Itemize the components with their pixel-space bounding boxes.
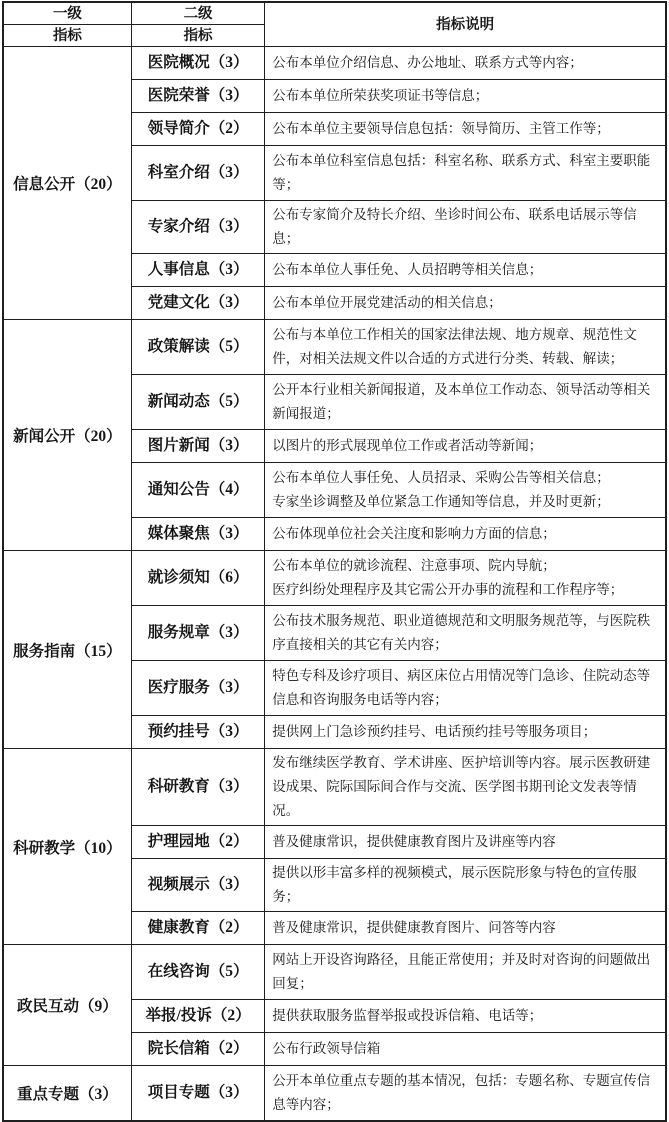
section-name-cell: 信息公开（20） <box>3 47 131 320</box>
indicator-label-cell: 预约挂号（3） <box>131 716 264 749</box>
table-row <box>3 749 666 826</box>
indicator-label-cell: 院长信箱（2） <box>131 1033 264 1066</box>
indicator-label-cell: 图片新闻（3） <box>131 430 264 463</box>
indicator-label-cell: 医院荣誉（3） <box>131 80 264 113</box>
indicator-description-cell <box>265 749 666 826</box>
indicator-description-cell <box>265 430 666 463</box>
indicator-label-cell: 服务规章（3） <box>131 606 264 661</box>
indicator-label-cell: 新闻动态（5） <box>131 375 264 430</box>
indicator-description-line: 公布与本单位工作相关的国家法律法规、地方规章、规范性文件，对相关法规文件以合适的方式进行分类、转载、解读； <box>272 327 637 366</box>
indicator-label-cell: 科室介绍（3） <box>131 146 264 201</box>
header-description: 指标说明 <box>265 2 666 47</box>
indicator-description-line: 特色专科及诊疗项目、病区床位占用情况等门急诊、住院动态等信息和咨询服务电话等内容； <box>272 668 651 707</box>
indicator-description-cell <box>265 113 666 146</box>
section-name-cell: 政民互动（9） <box>3 945 131 1066</box>
indicator-description-line: 公布本单位主要领导信息包括：领导简历、主管工作等； <box>272 121 610 136</box>
indicator-description-cell <box>265 80 666 113</box>
header-level1-line1: 一级 <box>3 2 131 25</box>
indicator-description-line: 公布本单位所荣获奖项证书等信息； <box>272 88 489 103</box>
indicator-description-line: 网站上开设咨询路径，且能正常使用；并及时对咨询的问题做出回复； <box>272 952 651 991</box>
indicator-description-line: 发布继续医学教育、学术讲座、医护培训等内容。展示医教研建设成果、院际国际间合作与交流、医学图书期刊论文发表等情况。 <box>272 755 651 818</box>
indicator-table <box>2 1 667 1122</box>
indicator-description-cell <box>265 551 666 606</box>
indicator-label-cell: 就诊须知（6） <box>131 551 264 606</box>
indicator-description-line: 公布专家简介及特长介绍、坐诊时间公布、联系电话展示等信息； <box>272 207 637 246</box>
indicator-description-line: 提供网上门急诊预约挂号、电话预约挂号等服务项目； <box>272 724 597 739</box>
header-level2-line1: 二级 <box>131 2 264 25</box>
indicator-description-line: 公布行政领导信箱 <box>272 1041 381 1056</box>
indicator-description-cell <box>265 320 666 375</box>
indicator-label-cell: 科研教育（3） <box>131 749 264 826</box>
indicator-label-cell: 人事信息（3） <box>131 254 264 287</box>
table-row <box>3 945 666 1000</box>
table-row <box>3 1066 666 1122</box>
indicator-label-cell: 举报/投诉（2） <box>131 1000 264 1033</box>
indicator-label-cell: 通知公告（4） <box>131 463 264 518</box>
indicator-label-cell: 护理园地（2） <box>131 826 264 859</box>
indicator-description-cell <box>265 518 666 551</box>
indicator-description-line: 公布技术服务规范、职业道德规范和文明服务规范等，与医院秩序直接相关的其它有关内容； <box>272 613 651 652</box>
indicator-description-line: 公开本行业相关新闻报道，及本单位工作动态、领导活动等相关新闻报道； <box>272 382 651 421</box>
indicator-description-cell <box>265 912 666 945</box>
indicator-label-cell: 在线咨询（5） <box>131 945 264 1000</box>
indicator-description-line: 公布体现单位社会关注度和影响力方面的信息； <box>272 526 556 541</box>
indicator-description-cell <box>265 606 666 661</box>
indicator-description-cell <box>265 146 666 201</box>
indicator-label-cell: 视频展示（3） <box>131 859 264 912</box>
indicator-description-line: 普及健康常识，提供健康教育图片及讲座等内容 <box>272 834 556 849</box>
indicator-description-cell <box>265 254 666 287</box>
indicator-description-cell <box>265 661 666 716</box>
indicator-description-cell <box>265 826 666 859</box>
indicator-description-cell <box>265 859 666 912</box>
document-page <box>2 1 667 1122</box>
indicator-description-cell <box>265 201 666 254</box>
table-row <box>3 551 666 606</box>
indicator-description-cell <box>265 1066 666 1122</box>
indicator-description-line: 医疗纠纷处理程序及其它需公开办事的流程和工作程序等； <box>272 582 624 597</box>
indicator-label-cell: 医院概况（3） <box>131 47 264 80</box>
indicator-description-line: 公布本单位的就诊流程、注意事项、院内导航； <box>272 558 556 573</box>
indicator-description-line: 以图片的形式展现单位工作或者活动等新闻； <box>272 438 543 453</box>
indicator-label-cell: 项目专题（3） <box>131 1066 264 1122</box>
section-name-cell: 服务指南（15） <box>3 551 131 749</box>
section-name-cell: 重点专题（3） <box>3 1066 131 1122</box>
section-name-cell: 科研教学（10） <box>3 749 131 945</box>
indicator-description-cell <box>265 47 666 80</box>
indicator-description-line: 公布本单位人事任免、人员招录、采购公告等相关信息； <box>272 470 610 485</box>
indicator-description-line: 公布本单位科室信息包括：科室名称、联系方式、科室主要职能等； <box>272 153 651 192</box>
table-row <box>3 320 666 375</box>
indicator-description-line: 公布本单位人事任免、人员招聘等相关信息； <box>272 262 543 277</box>
section-name-cell: 新闻公开（20） <box>3 320 131 551</box>
indicator-label-cell: 医疗服务（3） <box>131 661 264 716</box>
indicator-label-cell: 党建文化（3） <box>131 287 264 320</box>
indicator-description-line: 公开本单位重点专题的基本情况，包括：专题名称、专题宣传信息等内容； <box>272 1073 651 1112</box>
header-level1-line2: 指标 <box>3 25 131 47</box>
indicator-label-cell: 媒体聚焦（3） <box>131 518 264 551</box>
indicator-label-cell: 健康教育（2） <box>131 912 264 945</box>
indicator-label-cell: 专家介绍（3） <box>131 201 264 254</box>
indicator-description-cell <box>265 375 666 430</box>
table-row <box>3 47 666 80</box>
indicator-description-line: 普及健康常识，提供健康教育图片、问答等内容 <box>272 920 556 935</box>
indicator-description-line: 提供以形丰富多样的视频模式，展示医院形象与特色的宣传服务； <box>272 865 637 904</box>
indicator-description-line: 公布本单位介绍信息、办公地址、联系方式等内容； <box>272 55 583 70</box>
indicator-description-line: 专家坐诊调整及单位紧急工作通知等信息，并及时更新； <box>272 494 610 509</box>
indicator-description-cell <box>265 287 666 320</box>
indicator-description-line: 公布本单位开展党建活动的相关信息； <box>272 295 502 310</box>
indicator-description-cell <box>265 716 666 749</box>
indicator-description-cell <box>265 1033 666 1066</box>
indicator-label-cell: 政策解读（5） <box>131 320 264 375</box>
indicator-description-cell <box>265 945 666 1000</box>
table-header <box>3 2 666 47</box>
indicator-description-cell <box>265 1000 666 1033</box>
header-level2-line2: 指标 <box>131 25 264 47</box>
indicator-label-cell: 领导简介（2） <box>131 113 264 146</box>
table-body <box>3 47 666 1122</box>
indicator-description-line: 提供获取服务监督举报或投诉信箱、电话等； <box>272 1008 543 1023</box>
indicator-description-cell <box>265 463 666 518</box>
